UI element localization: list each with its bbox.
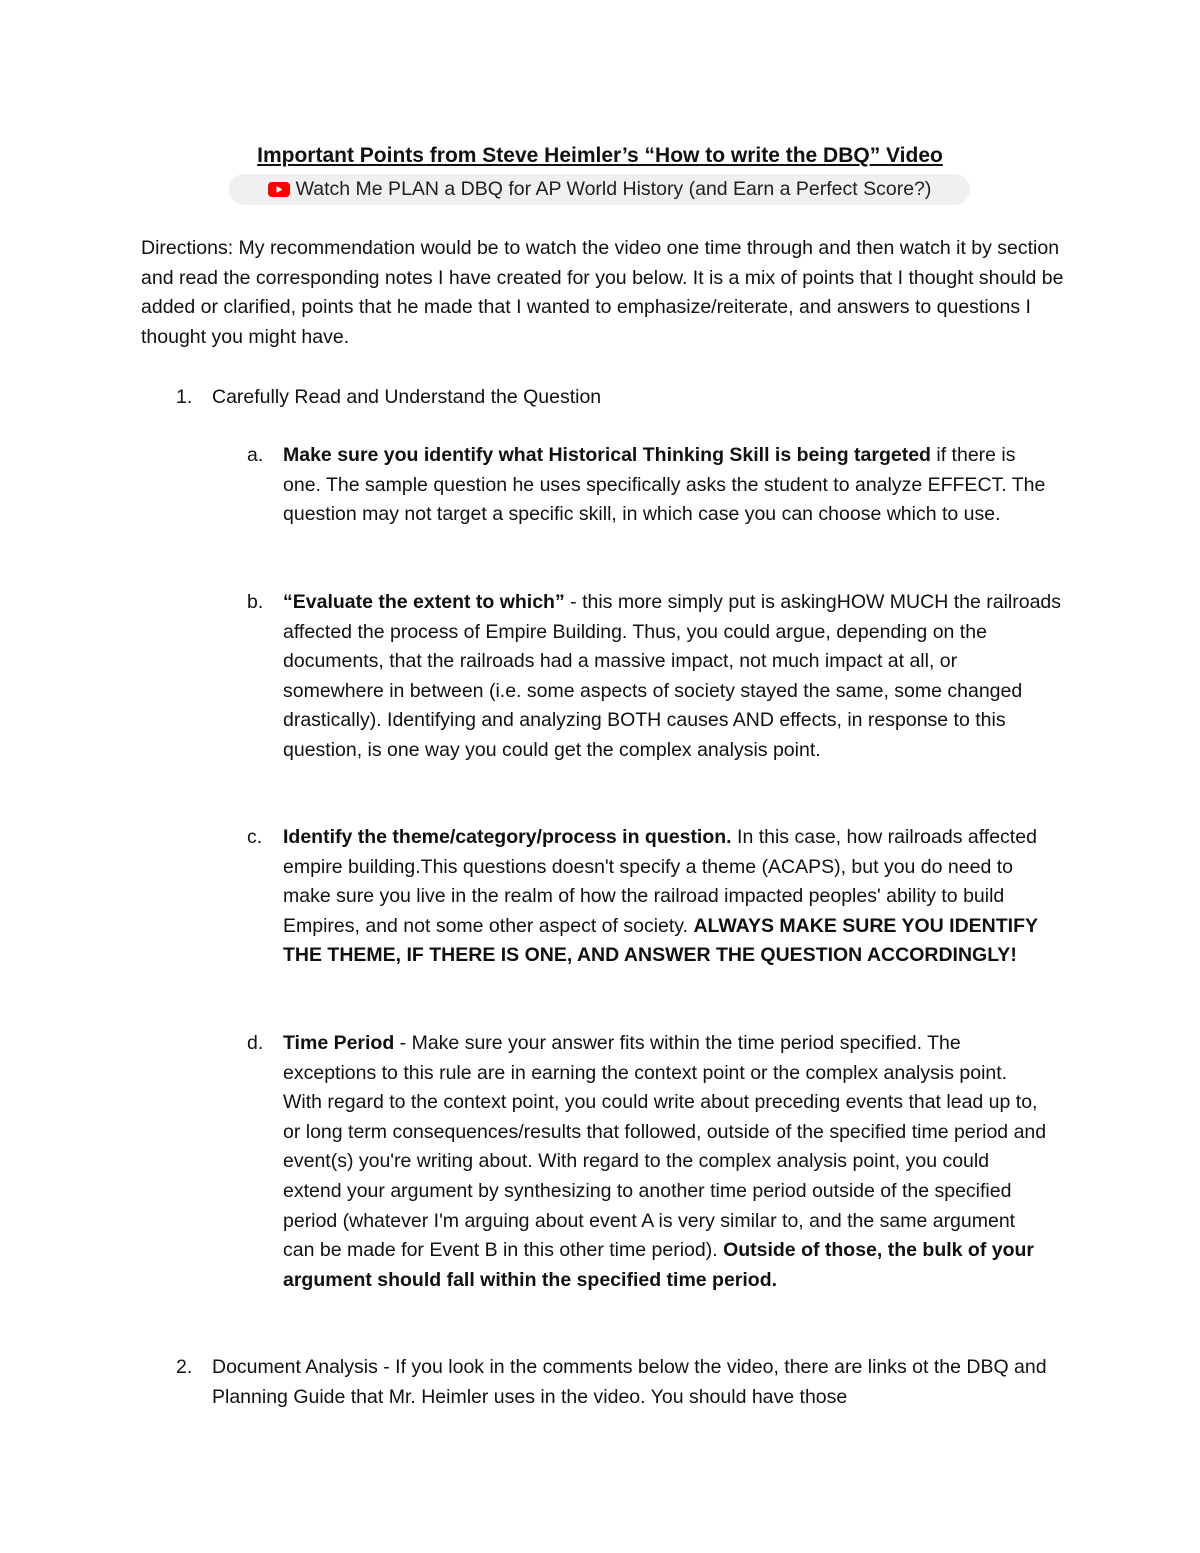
sublist-item-b-bold: “Evaluate the extent to which”: [283, 591, 565, 613]
list-item-2: Document Analysis - If you look in the comments below the video, there are links ot the DBQ and Planning Guide that Mr. Heimler uses in the video. You should have those: [212, 1356, 1047, 1408]
sublist-item-a-bold: Make sure you identify what Historical Thinking Skill is being targeted: [283, 444, 931, 466]
sublist-item-b-text: - this more simply put is askingHOW MUCH the railroads affected the process of Empire Building. Thus, you could argue, depending on the documents, that the railroads had a massive impact, not much impact at all, or somewhere in between (i.e. some aspects of society stayed the same, some changed drastically). Identifying and analyzing BOTH causes AND effects, in response to this question, is one way you could get the complex analysis point.: [283, 591, 1062, 761]
video-link-label: Watch Me PLAN a DBQ for AP World History (and Earn a Perfect Score?): [295, 178, 932, 200]
sublist-item-c-bold: Identify the theme/category/process in question.: [283, 826, 732, 848]
list-marker-1: 1.: [176, 386, 193, 408]
sublist-item-c-bold-end: ALWAYS MAKE SURE YOU IDENTIFY THE THEME, IF THERE IS ONE, AND ANSWER THE QUESTION ACCORDINGLY!: [283, 914, 1038, 967]
sublist-item-c-text: In this case, how railroads affected empire building.This questions doesn't specify a theme (ACAPS), but you do need to make sure you live in the realm of how the railroad impacted peoples' ability to build Empires, and not some other aspect of society.: [283, 826, 1037, 937]
sublist-marker-b: b.: [247, 591, 264, 613]
sublist-marker-d: d.: [247, 1032, 264, 1054]
sublist-item-a-text: if there is one. The sample question he uses specifically asks the student to analyze EFFECT. The question may not target a specific skill, in which case you can choose which to use.: [283, 444, 1046, 526]
list-item-1: Carefully Read and Understand the Question: [212, 386, 602, 408]
sublist-item-b: [283, 588, 1063, 766]
sublist-marker-a: a.: [247, 444, 264, 466]
sublist-marker-c: c.: [247, 826, 263, 848]
sublist-item-d: [283, 1029, 1051, 1295]
document-title: Important Points from Steve Heimler’s “How to write the DBQ” Video: [257, 144, 943, 167]
list-marker-2: 2.: [176, 1356, 193, 1378]
video-link-chip[interactable]: [229, 174, 970, 205]
directions-paragraph: Directions: My recommendation would be to watch the video one time through and then watch it by section and read the corresponding notes I have created for you below. It is a mix of points that I thought should be added or clarified, points that he made that I wanted to emphasize/reiterate, and answers to questions I thought you might have.: [141, 237, 1064, 348]
sublist-item-d-text: - Make sure your answer fits within the time period specified. The exceptions to this rule are in earning the context point or the complex analysis point. With regard to the context point, you could write about preceding events that lead up to, or long term consequences/results that followed, outside of the specified time period and event(s) you're writing about. With regard to the complex analysis point, you could extend your argument by synthesizing to another time period outside of the specified period (whatever I'm arguing about event A is very similar to, and the same argument can be made for Event B in this other time period).: [283, 1032, 1047, 1262]
sublist-item-a: [283, 441, 1058, 530]
sublist-item-d-bold-end: Outside of those, the bulk of your argument should fall within the specified time period.: [283, 1239, 1034, 1291]
sublist-item-c: [283, 823, 1058, 971]
sublist-item-d-bold: Time Period: [283, 1032, 395, 1054]
youtube-icon: [268, 182, 290, 197]
